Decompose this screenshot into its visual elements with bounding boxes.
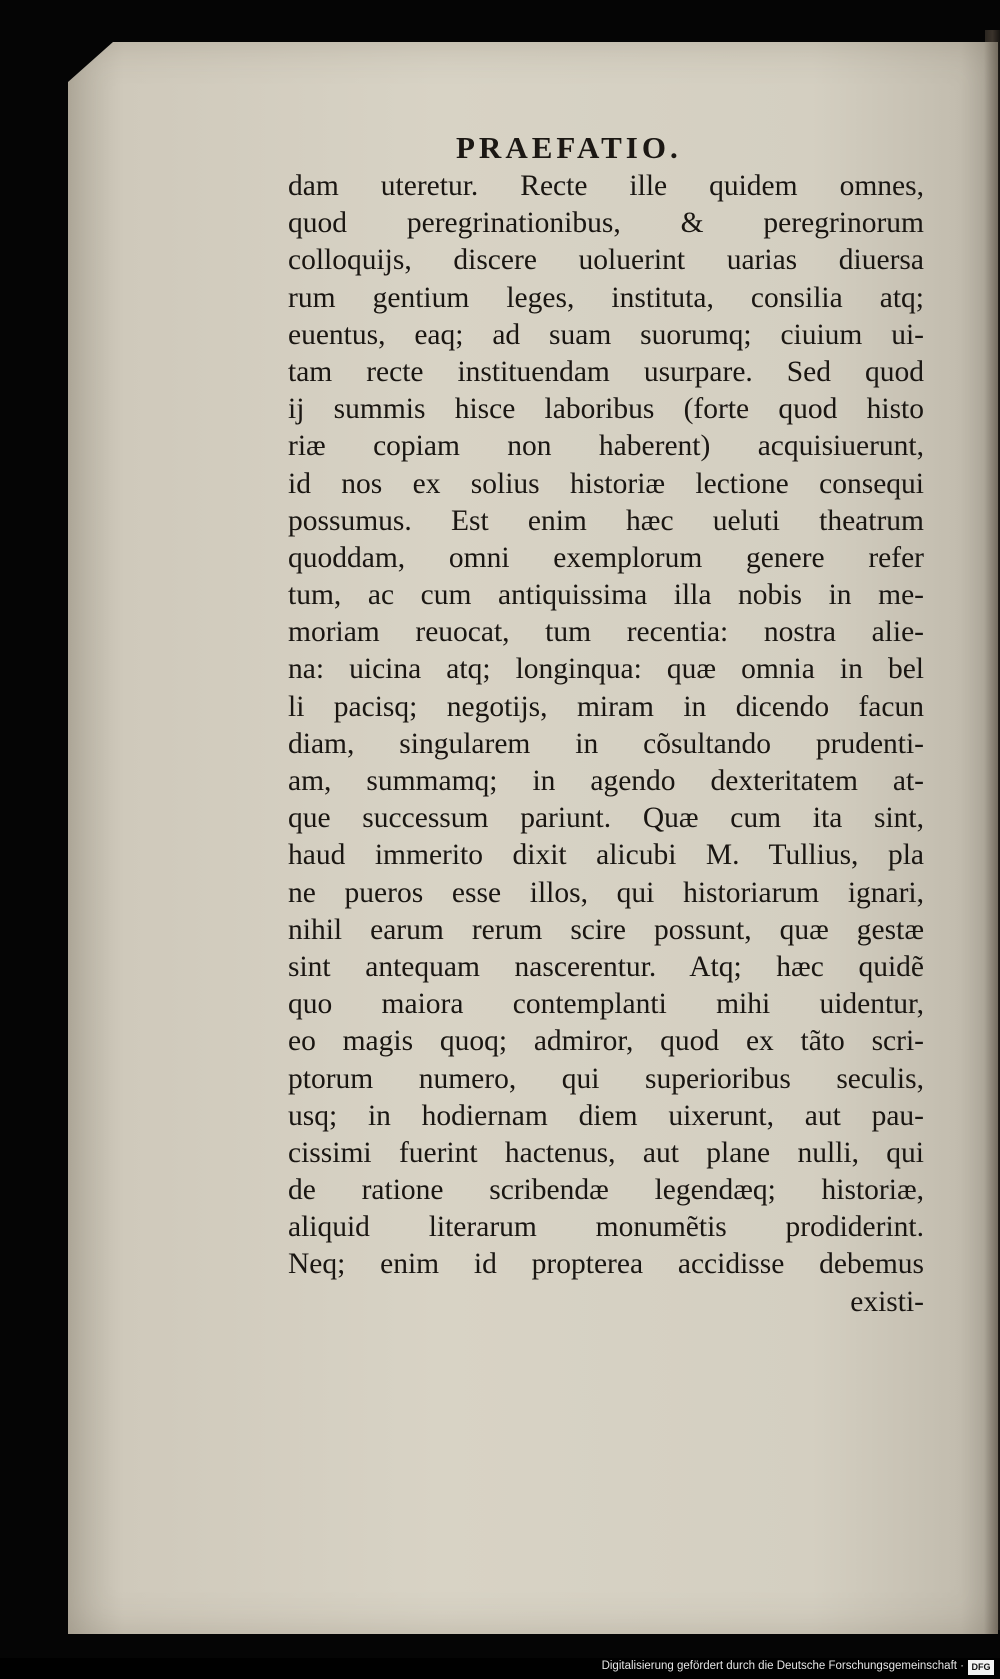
text-line: haud immerito dixit alicubi M. Tullius, pla bbox=[288, 839, 924, 872]
text-block bbox=[288, 168, 924, 1321]
footer-bar bbox=[0, 1658, 1000, 1679]
text-line: ij summis hisce laboribus (forte quod histo bbox=[288, 393, 924, 426]
funding-notice: Digitalisierung gefördert durch die Deutsche Forschungsgemeinschaft · bbox=[601, 1660, 964, 1672]
text-line: possumus. Est enim hæc ueluti theatrum bbox=[288, 504, 924, 537]
text-line: cissimi fuerint hactenus, aut plane nulli, qui bbox=[288, 1136, 924, 1169]
text-line: id nos ex solius historiæ lectione consequi bbox=[288, 467, 924, 500]
text-line: ne pueros esse illos, qui historiarum ignari, bbox=[288, 876, 924, 909]
text-line: ptorum numero, qui superioribus seculis, bbox=[288, 1062, 924, 1095]
text-line: sint antequam nascerentur. Atq; hæc quidẽ bbox=[288, 950, 924, 983]
catchword: existi- bbox=[850, 1285, 924, 1318]
text-line: moriam reuocat, tum recentia: nostra alie- bbox=[288, 616, 924, 649]
text-line: que successum pariunt. Quæ cum ita sint, bbox=[288, 802, 924, 835]
text-line: tam recte instituendam usurpare. Sed quod bbox=[288, 355, 924, 388]
text-line: quo maiora contemplanti mihi uidentur, bbox=[288, 988, 924, 1021]
text-line: quod peregrinationibus, & peregrinorum bbox=[288, 207, 924, 240]
text-line: am, summamq; in agendo dexteritatem at- bbox=[288, 765, 924, 797]
text-line: Neq; enim id propterea accidisse debemus bbox=[288, 1248, 924, 1281]
text-line: rum gentium leges, instituta, consilia atq; bbox=[288, 281, 924, 314]
text-line: diam, singularem in cõsultando prudenti- bbox=[288, 727, 924, 760]
text-line: euentus, eaq; ad suam suorumq; ciuium ui- bbox=[288, 318, 924, 351]
text-line: dam uteretur. Recte ille quidem omnes, bbox=[288, 170, 924, 202]
text-line: tum, ac cum antiquissima illa nobis in me- bbox=[288, 579, 924, 612]
text-line: colloquijs, discere uoluerint uarias diuersa bbox=[288, 244, 924, 277]
running-head: PRAEFATIO. bbox=[456, 130, 682, 165]
text-line: quoddam, omni exemplorum genere refer bbox=[288, 541, 924, 574]
page-edge-shadow bbox=[984, 42, 998, 1634]
text-line: aliquid literarum monumẽtis prodiderint. bbox=[288, 1211, 924, 1244]
text-line: na: uicina atq; longinqua: quæ omnia in bel bbox=[288, 653, 924, 686]
text-line: riæ copiam non haberent) acquisiuerunt, bbox=[288, 430, 924, 463]
text-line: eo magis quoq; admiror, quod ex tãto scri- bbox=[288, 1025, 924, 1058]
text-line: usq; in hodiernam diem uixerunt, aut pau- bbox=[288, 1099, 924, 1132]
text-line: de ratione scribendæ legendæq; historiæ, bbox=[288, 1174, 924, 1207]
text-line: li pacisq; negotijs, miram in dicendo facun bbox=[288, 690, 924, 723]
text-line: nihil earum rerum scire possunt, quæ gestæ bbox=[288, 913, 924, 946]
dfg-logo-icon: DFG bbox=[968, 1660, 994, 1675]
